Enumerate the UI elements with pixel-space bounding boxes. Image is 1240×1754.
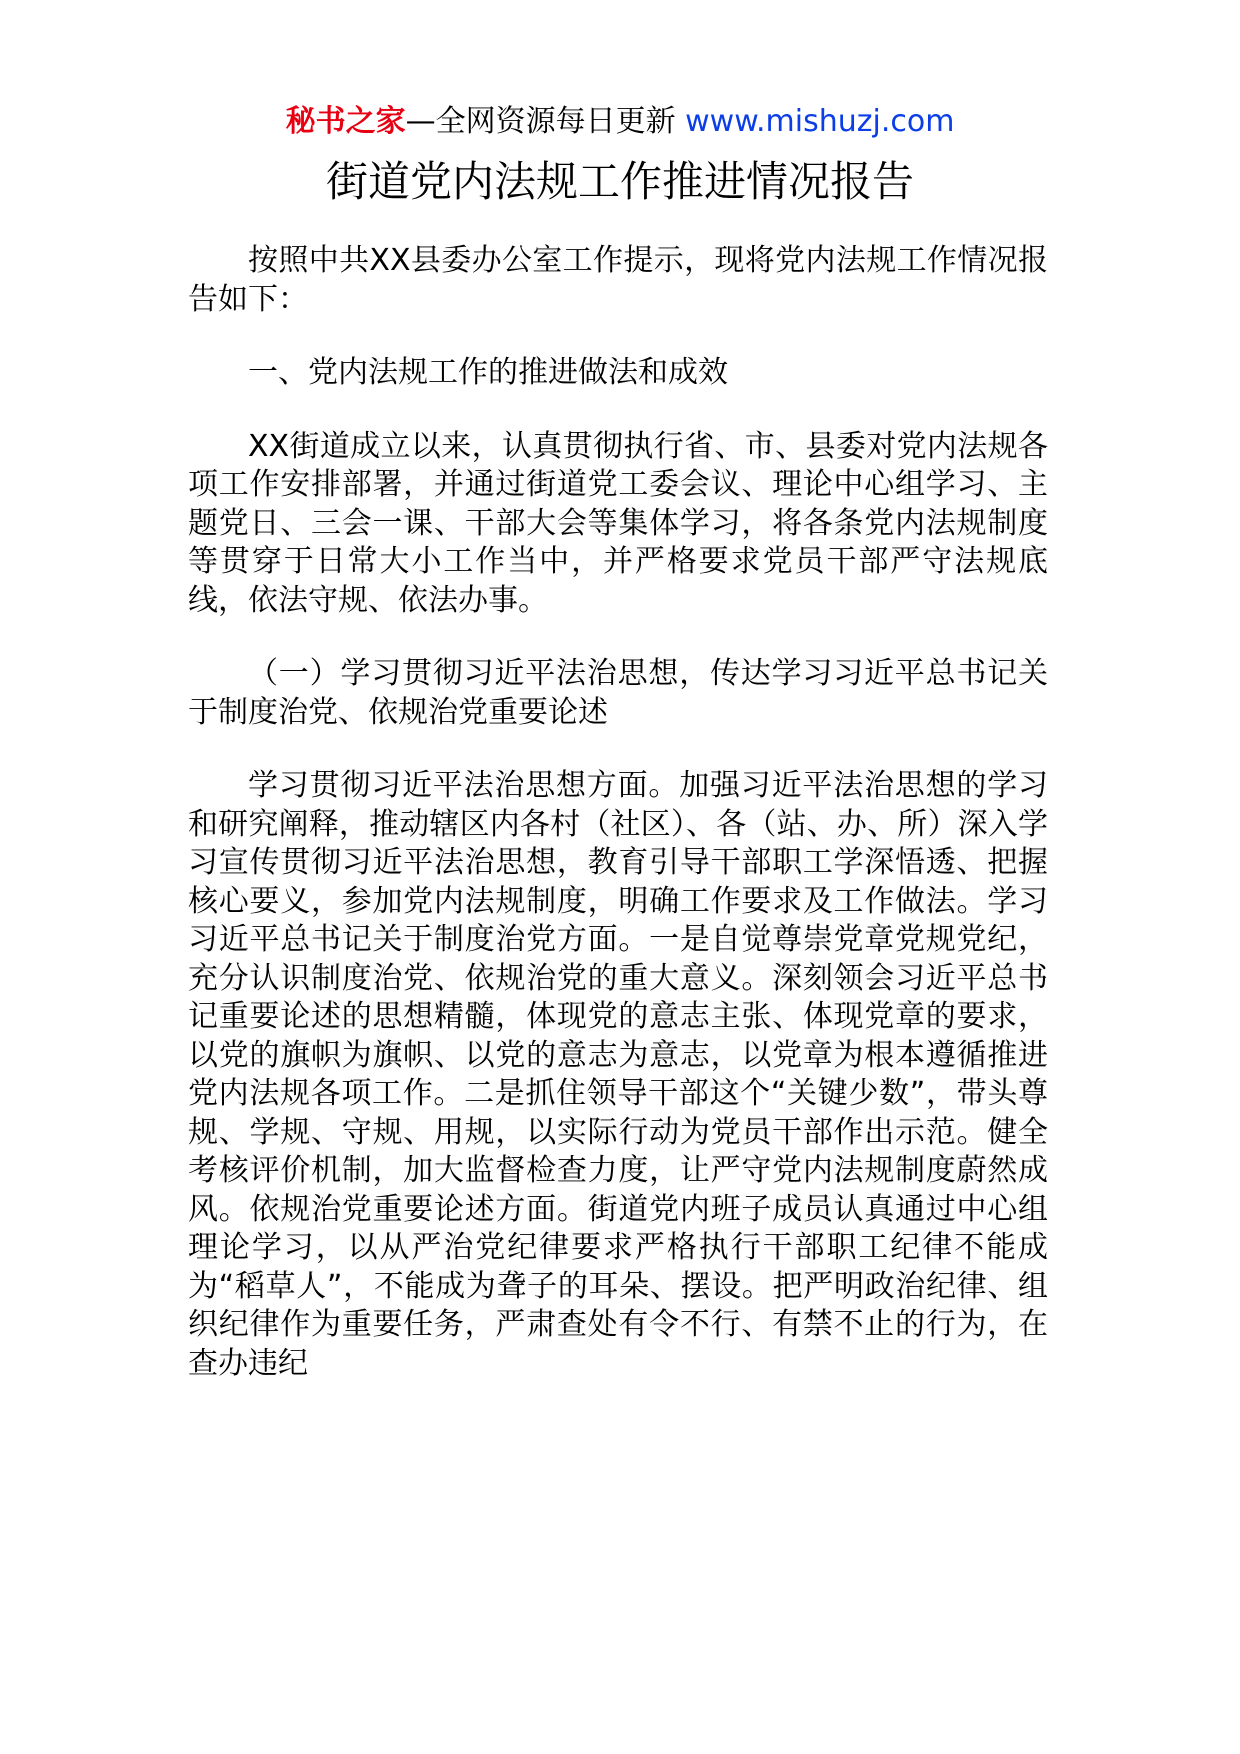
- paragraph-intro: 按照中共XX县委办公室工作提示，现将党内法规工作情况报告如下：: [188, 243, 1048, 317]
- section-heading-1: 一、党内法规工作的推进做法和成效: [248, 355, 728, 390]
- paragraph-overview: XX街道成立以来，认真贯彻执行省、市、县委对党内法规各项工作安排部署，并通过街道党工委会议、理论中心组学习、主题党日、三会一课、干部大会等集体学习，将各条党内法规制度等贯穿于日常大小工作当中，并严格要求党员干部严守法规底线，依法守规、依法办事。: [188, 428, 1048, 618]
- site-header: [0, 102, 1240, 142]
- subsection-heading-1: （一）学习贯彻习近平法治思想，传达学习习近平总书记关于制度治党、依规治党重要论述: [188, 656, 1048, 730]
- paragraph-detail: 学习贯彻习近平法治思想方面。加强习近平法治思想的学习和研究阐释，推动辖区内各村（社区）、各（站、办、所）深入学习宣传贯彻习近平法治思想，教育引导干部职工学深悟透、把握核心要义，参加党内法规制度，明确工作要求及工作做法。学习习近平总书记关于制度治党方面。一是自觉尊崇党章党规党纪，充分认识制度治党、依规治党的重大意义。深刻领会习近平总书记重要论述的思想精髓，体现党的意志主张、体现党章的要求，以党的旗帜为旗帜、以党的意志为意志，以党章为根本遵循推进党内法规各项工作。二是抓住领导干部这个“关键少数”，带头尊规、学规、守规、用规，以实际行动为党员干部作出示范。健全考核评价机制，加大监督检查力度，让严守党内法规制度蔚然成风。依规治党重要论述方面。街道党内班子成员认真通过中心组理论学习，以从严治党纪律要求严格执行干部职工纪律不能成为“稻草人”，不能成为聋子的耳朵、摆设。把严明政治纪律、组织纪律作为重要任务，严肃查处有令不行、有禁不止的行为，在查办违纪: [188, 768, 1048, 1381]
- site-brand: 秘书之家: [285, 104, 406, 139]
- site-tagline: —全网资源每日更新: [405, 104, 686, 139]
- document-body: [188, 242, 1048, 1418]
- site-url-link[interactable]: www.mishuzj.com: [685, 104, 955, 139]
- document-title: 街道党内法规工作推进情况报告: [325, 157, 914, 206]
